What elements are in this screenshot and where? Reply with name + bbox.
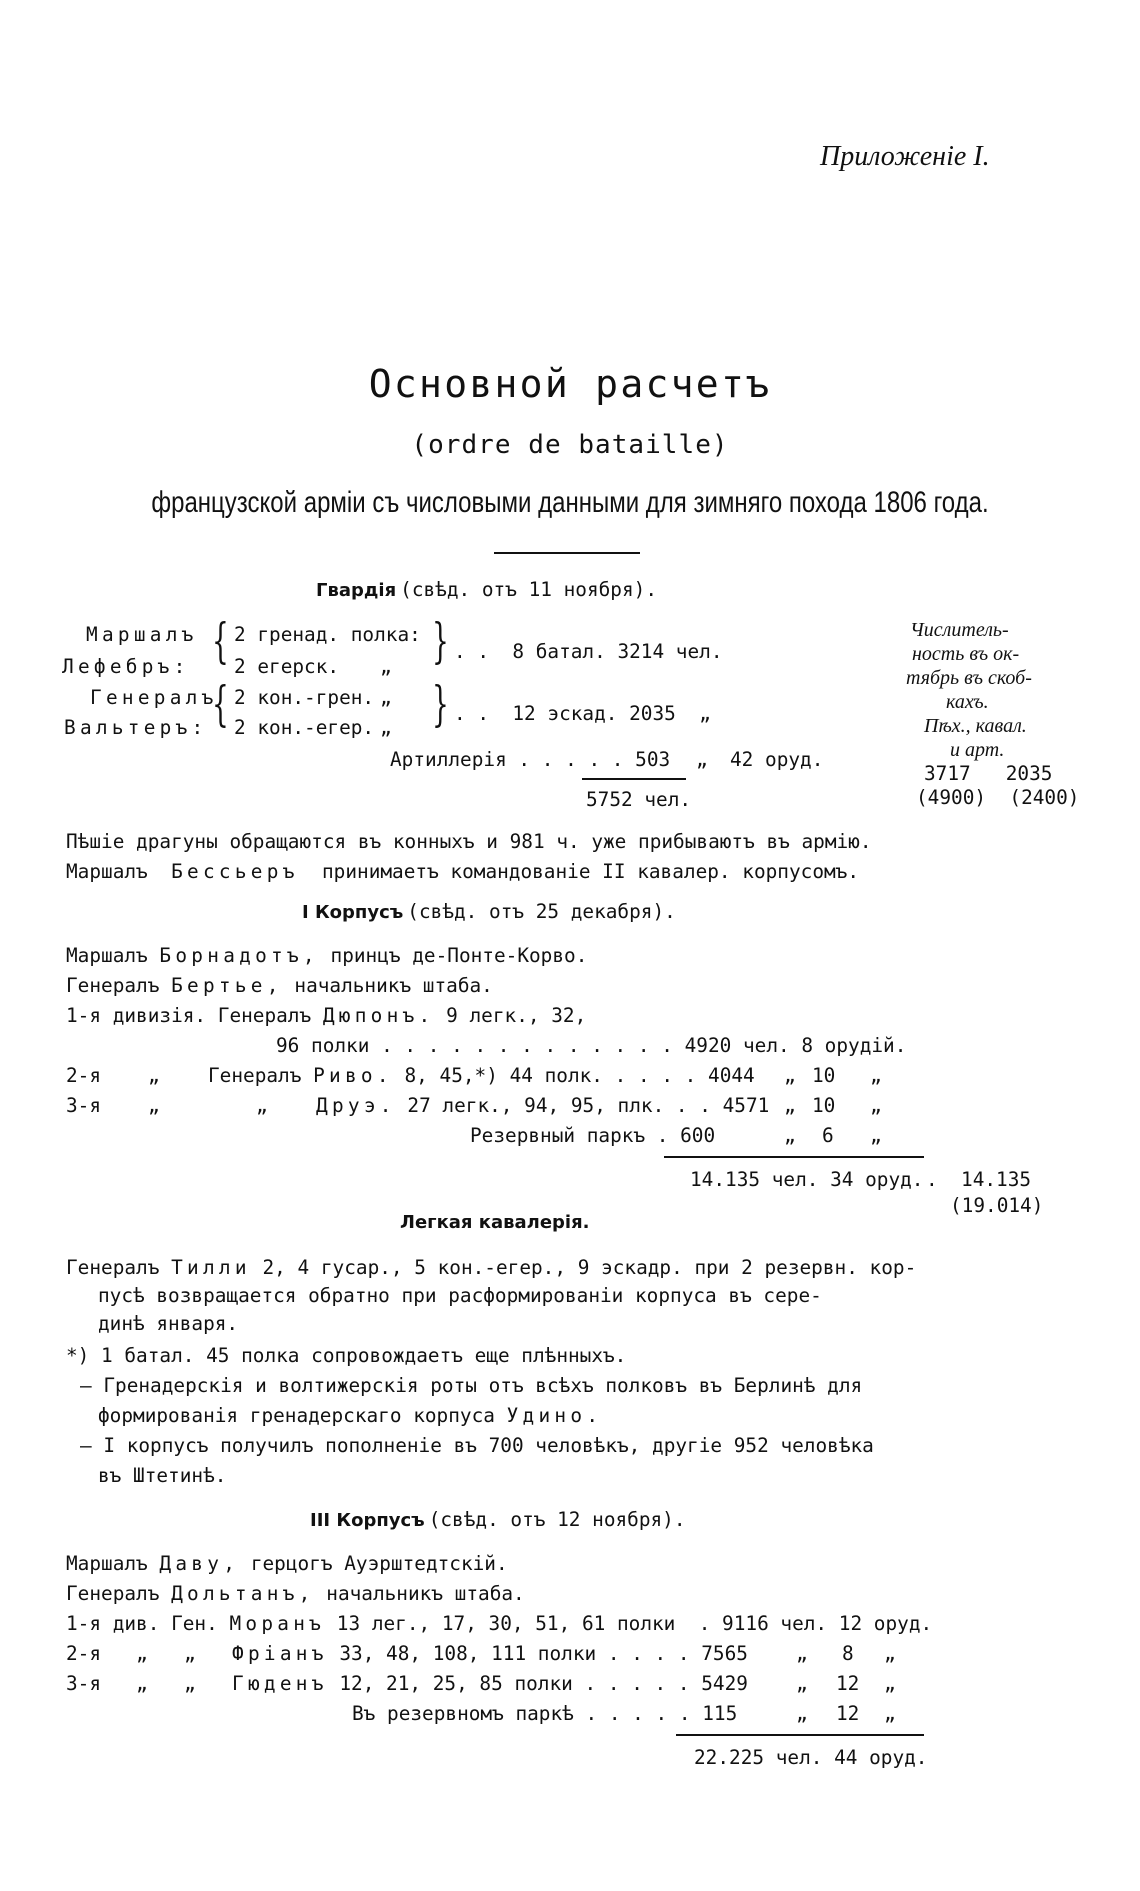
corps3-line: Генералъ Дольтанъ, начальникъ штаба.: [66, 1582, 525, 1605]
guard-row3-units: 2 кон.-грен.: [234, 686, 375, 709]
guard-note: Маршалъ Бессьеръ принимаетъ командованіе II кавалер. корпусомъ.: [66, 860, 860, 883]
ditto-mark: „: [148, 1064, 160, 1087]
ditto-mark: „: [380, 716, 392, 739]
corps1-div2-guns: 10: [812, 1064, 836, 1087]
guard-sum-line: [582, 778, 686, 780]
ditto-mark: „: [870, 1064, 882, 1087]
appendix-label: Приложеніе I.: [820, 141, 990, 172]
side-note-line: и арт.: [950, 739, 1005, 761]
guard-row1-units: 2 гренад. полка:: [234, 623, 421, 646]
corps1-div-label: 3-я: [66, 1094, 102, 1117]
corps3-heading: III Корпусъ (свѣд. отъ 12 ноября).: [310, 1508, 686, 1531]
corps1-reserve: Резервный паркъ . 600: [470, 1124, 716, 1147]
ditto-mark: „: [784, 1064, 796, 1087]
side-note-line: Пѣх., кавал.: [924, 715, 1027, 737]
side-note-line: Числитель-: [910, 619, 1009, 641]
guard-note: Пѣшіе драгуны обращаются въ конныхъ и 981 ч. уже прибываютъ въ армію.: [66, 830, 872, 853]
brace-left-1: {: [212, 613, 229, 669]
corps3-line: Маршалъ Даву, герцогъ Ауэрштедтскій.: [66, 1552, 508, 1575]
corps1-reserve-guns: 6: [822, 1124, 834, 1147]
side-note-line: тябрь въ скоб-: [906, 667, 1032, 689]
corps1-side-total: . 14.135: [926, 1168, 1032, 1191]
ditto-mark: „: [796, 1672, 808, 1695]
ditto-mark: „: [884, 1642, 896, 1665]
guard-artillery-guns: 42 оруд.: [730, 748, 824, 771]
ditto-mark: „: [380, 655, 392, 678]
corps1-sum-line: [664, 1156, 924, 1158]
corps3-div3: Гюденъ 12, 21, 25, 85 полки . . . . . 5429: [232, 1672, 748, 1695]
corps1-div2: Генералъ Риво. 8, 45,*) 44 полк. . . . . 4044: [208, 1064, 755, 1087]
corps3-div2-guns: 8: [842, 1642, 854, 1665]
ditto-mark: „: [148, 1094, 160, 1117]
guard-general-name: Вальтеръ:: [64, 716, 208, 739]
ditto-mark: „: [136, 1672, 148, 1695]
footnote: формированія гренадерскаго корпуса Удино.: [98, 1404, 603, 1427]
side-note-october: (4900) (2400): [916, 786, 1080, 809]
guard-general: Генералъ: [90, 686, 218, 709]
guard-marshal: Маршалъ: [86, 623, 198, 646]
guard-total: 5752 чел.: [586, 788, 692, 811]
corps1-heading: I Корпусъ (свѣд. отъ 25 декабря).: [302, 900, 676, 923]
corps3-total: 22.225 чел. 44 оруд.: [694, 1746, 928, 1769]
brace-right-1: }: [432, 613, 449, 669]
guard-infantry-total: . . 8 батал. 3214 чел.: [454, 640, 723, 663]
corps3-div1: 1-я див. Ген. Моранъ 13 лег., 17, 30, 51, 61 полки . 9116 чел. 12 оруд.: [66, 1612, 933, 1635]
brace-left-2: {: [212, 676, 229, 732]
corps1-line: Маршалъ Борнадотъ, принцъ де-Понте-Корво.: [66, 944, 588, 967]
ditto-mark: „: [870, 1124, 882, 1147]
guard-artillery: Артиллерія . . . . . 503: [390, 748, 671, 771]
corps3-div-label: 2-я: [66, 1642, 102, 1665]
guard-cavalry-total: . . 12 эскад. 2035 „: [454, 702, 711, 725]
light-cavalry-line: динѣ января.: [98, 1312, 239, 1335]
corps1-div3: Друэ. 27 легк., 94, 95, плк. . . 4571: [316, 1094, 770, 1117]
ditto-mark: „: [184, 1642, 196, 1665]
document-title: Основной расчетъ: [368, 362, 772, 406]
guard-row2-units: 2 егерск.: [234, 655, 340, 678]
guard-heading: Гвардія (свѣд. отъ 11 ноября).: [316, 578, 657, 601]
title-divider: [494, 552, 640, 554]
light-cavalry-line: пусѣ возвращается обратно при расформированіи корпуса въ сере-: [98, 1284, 822, 1307]
corps3-reserve-guns: 12: [836, 1702, 860, 1725]
side-note-line: ность въ ок-: [912, 643, 1020, 665]
corps1-div1: 96 полки . . . . . . . . . . . . . 4920 чел. 8 орудій.: [276, 1034, 907, 1057]
side-note-values: 3717 2035: [924, 762, 1053, 785]
ditto-mark: „: [784, 1094, 796, 1117]
corps3-sum-line: [676, 1734, 924, 1736]
guard-marshal-name: Лефебръ:: [62, 655, 190, 678]
corps1-total: 14.135 чел. 34 оруд.: [690, 1168, 924, 1191]
footnote: — Гренадерскія и волтижерскія роты отъ всѣхъ полковъ въ Берлинѣ для: [80, 1374, 863, 1397]
corps3-div-label: 3-я: [66, 1672, 102, 1695]
document-title-line: французской арміи съ числовыми данными для зимняго похода 1806 года.: [151, 486, 989, 519]
corps1-div-label: 2-я: [66, 1064, 102, 1087]
ditto-mark: „: [256, 1094, 268, 1117]
footnote: *) 1 батал. 45 полка сопровождаетъ еще плѣнныхъ.: [66, 1344, 627, 1367]
ditto-mark: „: [136, 1642, 148, 1665]
ditto-mark: „: [796, 1702, 808, 1725]
corps3-div2: Фріанъ 33, 48, 108, 111 полки . . . . 7565: [232, 1642, 748, 1665]
ditto-mark: „: [380, 686, 392, 709]
ditto-mark: „: [784, 1124, 796, 1147]
corps3-reserve: Въ резервномъ паркѣ . . . . . 115: [352, 1702, 738, 1725]
corps1-line: Генералъ Бертье, начальникъ штаба.: [66, 974, 493, 997]
light-cavalry-heading: Легкая кавалерія.: [400, 1212, 590, 1233]
footnote: въ Штетинѣ.: [98, 1464, 227, 1487]
corps1-side-october: (19.014): [950, 1194, 1044, 1217]
brace-right-2: }: [432, 676, 449, 732]
corps1-line: 1-я дивизія. Генералъ Дюпонъ. 9 легк., 32,: [66, 1004, 587, 1027]
ditto-mark: „: [696, 748, 708, 771]
ditto-mark: „: [184, 1672, 196, 1695]
footnote: — I корпусъ получилъ пополненіе въ 700 человѣкъ, другіе 952 человѣка: [80, 1434, 874, 1457]
corps1-div3-guns: 10: [812, 1094, 836, 1117]
ditto-mark: „: [870, 1094, 882, 1117]
guard-row4-units: 2 кон.-егер.: [234, 716, 375, 739]
side-note-line: кахъ.: [946, 691, 989, 713]
ditto-mark: „: [884, 1702, 896, 1725]
ditto-mark: „: [884, 1672, 896, 1695]
ditto-mark: „: [796, 1642, 808, 1665]
document-subtitle: (ordre de bataille): [411, 430, 729, 460]
corps3-div3-guns: 12: [836, 1672, 860, 1695]
light-cavalry-line: Генералъ Тилли 2, 4 гусар., 5 кон.-егер., 9 эскадр. при 2 резервн. кор-: [66, 1256, 917, 1279]
